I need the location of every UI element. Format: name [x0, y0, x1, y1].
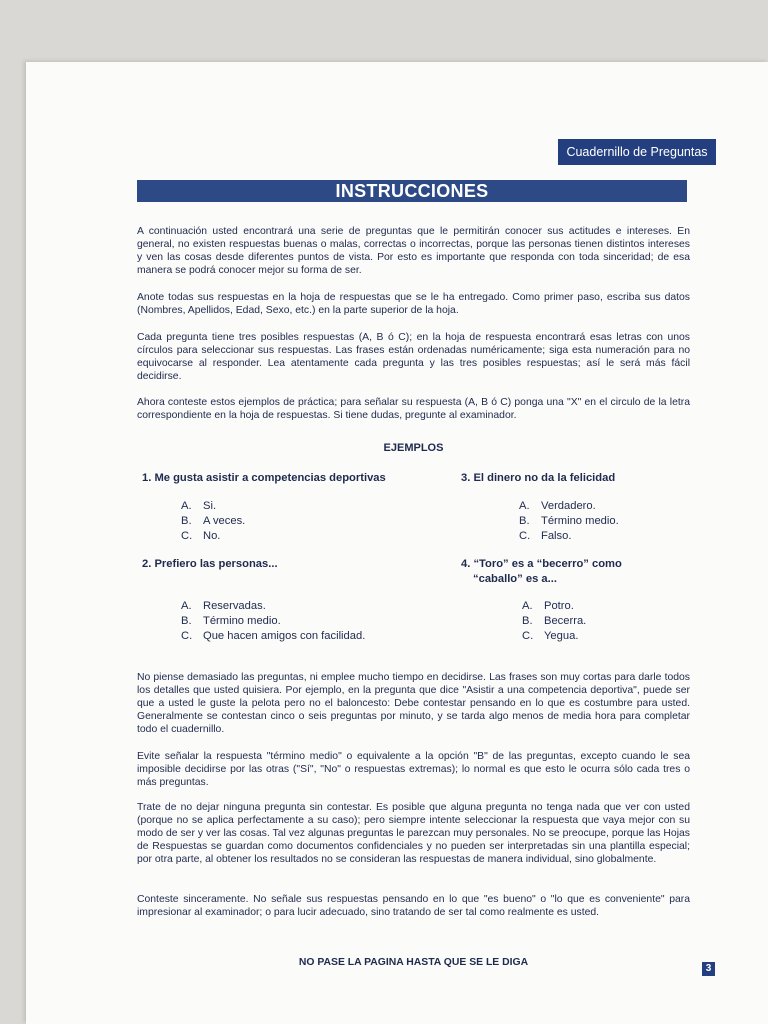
- option-letter: B.: [181, 615, 192, 627]
- option-letter: B.: [519, 515, 530, 527]
- option-row: [522, 629, 586, 644]
- page-number: 3: [702, 962, 715, 976]
- option-text: No.: [203, 530, 221, 542]
- option-text: Becerra.: [544, 615, 587, 627]
- option-text: Falso.: [541, 530, 572, 542]
- option-letter: A.: [181, 500, 192, 512]
- option-text: Término medio.: [203, 615, 281, 627]
- option-letter: C.: [519, 530, 531, 542]
- option-row: [522, 614, 586, 629]
- option-text: A veces.: [203, 515, 246, 527]
- option-row: [181, 629, 365, 644]
- option-letter: B.: [522, 615, 533, 627]
- option-text: Si.: [203, 500, 217, 512]
- example-question-1: 1. Me gusta asistir a competencias deportivas: [142, 472, 386, 484]
- paragraph-sincerity: Conteste sinceramente. No señale sus respuestas pensando en lo que "es bueno" o "lo que es conveniente" para impresionar al examinador; o para lucir adecuado, sino tratando de ser tal como realmente es usted.: [137, 894, 690, 918]
- option-letter: C.: [522, 630, 534, 642]
- example-question-1-options: [181, 499, 245, 544]
- paragraph-answer-sheet: Anote todas sus respuestas en la hoja de respuestas que se le ha entregado. Como primer paso, escriba sus datos (Nombres, Apellidos, Edad, Sexo, etc.) en la parte superior de la hoja.: [137, 292, 690, 316]
- instructions-title: INSTRUCCIONES: [335, 181, 489, 201]
- example-question-2-options: [181, 599, 365, 644]
- example-question-4: [461, 557, 622, 587]
- examples-title: EJEMPLOS: [383, 442, 444, 454]
- booklet-label-text: Cuadernillo de Preguntas: [566, 145, 708, 159]
- paragraph-intro: A continuación usted encontrará una serie de preguntas que le permitirán conocer sus actitudes e intereses. En general, no existen respuestas buenas o malas, correctas o incorrectas, porque las personas tienen distintos intereses y ven las cosas desde diferentes puntos de vista. Por esto es importante que responda con toda sinceridad; de esa manera se podrá conocer mejor su forma de ser.: [137, 226, 690, 276]
- example-question-2: 2. Prefiero las personas...: [142, 558, 278, 570]
- option-letter: C.: [181, 530, 193, 542]
- option-row: [522, 599, 586, 614]
- option-row: [519, 529, 619, 544]
- example-question-3: 3. El dinero no da la felicidad: [461, 472, 616, 484]
- paragraph-no-blank: Trate de no dejar ninguna pregunta sin contestar. Es posible que alguna pregunta no tenga nada que ver con usted (porque no se aplica perfectamente a su caso); pero siempre intente seleccionar la respuesta que vaya mejor con su modo de ser y ver las cosas. Tal vez algunas preguntas le parezcan muy personales. No se preocupe, porque las Hojas de Respuestas se guardan como documentos confidenciales y no pueden ser interpretadas sin una plantilla especial; por otra parte, al obtener los resultados no se consideran las respuestas de manera individual, sino globalmente.: [137, 802, 690, 865]
- example-question-3-options: [519, 499, 619, 544]
- booklet-label: [558, 139, 716, 165]
- option-row: [181, 529, 245, 544]
- paragraph-practice: Ahora conteste estos ejemplos de práctica; para señalar su respuesta (A, B ó C) ponga una "X" en el circulo de la letra correspondiente en la hoja de respuestas. Si tiene dudas, pregunte al examinador.: [137, 397, 690, 421]
- option-letter: C.: [181, 630, 193, 642]
- option-row: [519, 514, 619, 529]
- document-page: [26, 62, 768, 1024]
- example-question-4-options: [522, 599, 586, 644]
- option-row: [181, 514, 245, 529]
- option-text: Potro.: [544, 600, 574, 612]
- paragraph-answer-options: Cada pregunta tiene tres posibles respuestas (A, B ó C); en la hoja de respuesta encontrará esas letras con unos círculos para seleccionar sus respuestas. Las frases están ordenadas numéricamente; siga esta numeración para no equivocarse al responder. Lea atentamente cada pregunta y las tres posibles respuestas; así le será más fácil decidirse.: [137, 332, 690, 382]
- example-question-4-line-2: “caballo” es a...: [473, 573, 557, 585]
- footer-warning: NO PASE LA PAGINA HASTA QUE SE LE DIGA: [298, 957, 529, 968]
- option-row: [181, 499, 245, 514]
- paragraph-time: No piense demasiado las preguntas, ni emplee mucho tiempo en decidirse. Las frases son muy cortas para darle todos los detalles que usted quisiera. Por ejemplo, en la pregunta que dice "Asistir a una competencia deportiva", puede ser que a usted le guste la pelota pero no el baloncesto: Debe contestar pensando en lo que es costumbre para usted. Generalmente se contestan cinco o seis preguntas por minuto, y se tarda algo menos de media hora para completar todo el cuadernillo.: [137, 672, 690, 735]
- option-text: Que hacen amigos con facilidad.: [203, 630, 366, 642]
- option-text: Reservadas.: [203, 600, 266, 612]
- option-letter: B.: [181, 515, 192, 527]
- option-letter: A.: [519, 500, 530, 512]
- option-letter: A.: [522, 600, 533, 612]
- option-row: [181, 599, 365, 614]
- example-question-4-line-1: 4. “Toro” es a “becerro” como: [461, 558, 622, 570]
- instructions-title-bar: [137, 180, 687, 202]
- option-row: [181, 614, 365, 629]
- option-text: Yegua.: [544, 630, 579, 642]
- paragraph-middle-answer: Evite señalar la respuesta "término medio" o equivalente a la opción "B" de las preguntas, excepto cuando le sea imposible decidirse por las otras ("Sí", "No" o respuestas extremas); lo normal es que esto le ocurra sólo cada tres o más preguntas.: [137, 751, 690, 788]
- option-letter: A.: [181, 600, 192, 612]
- option-row: [519, 499, 619, 514]
- option-text: Verdadero.: [541, 500, 596, 512]
- option-text: Término medio.: [541, 515, 619, 527]
